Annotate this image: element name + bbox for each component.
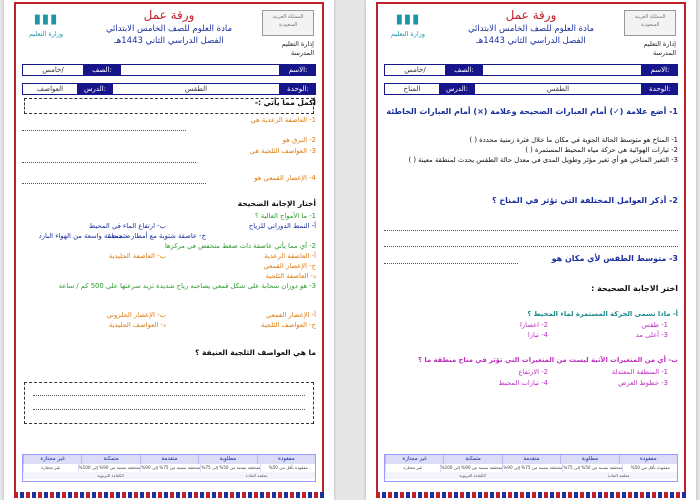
q4-option[interactable]: 4- تيارا <box>527 331 548 339</box>
q2-option[interactable]: ب- العاصفة الجليدية <box>108 252 166 260</box>
answer-line[interactable] <box>384 246 678 247</box>
q4-stem-b: ب- أي من المتغيرات الآتية ليست من المتغيرات التي تؤثر في مناخ منطقة ما ؟ <box>418 356 678 364</box>
answer-line[interactable] <box>22 162 196 163</box>
unit-info-row <box>22 83 316 95</box>
unit-field[interactable]: الطقس <box>112 83 280 95</box>
worksheet-term: الفصل الدراسي الثاني 1443هـ <box>476 36 586 46</box>
q2-stem-2: 2- أي مما يأتي عاصفة ذات ضغط منخفض في مركزها <box>164 242 316 250</box>
worksheet-title: ورقة عمل <box>143 8 195 22</box>
level-description: غير مجتازة <box>23 464 78 472</box>
q2-title: 2- أذكر العوامل المختلفة التي تؤثر في المناخ ؟ <box>491 196 678 205</box>
admin-label: إدارة التعليم <box>643 40 676 48</box>
q4-title: اختر الاجابة الصحيحة : <box>591 284 678 293</box>
level-description: متحققة بنسبة من 90% إلى 100% <box>78 465 141 470</box>
level-description: متحققة بنسبة من 75% إلى 90% <box>141 465 201 470</box>
worksheet-page-climate <box>366 0 696 500</box>
level-description: غير مجتازة <box>385 464 440 472</box>
ministry-logo-icon: ▮▮▮ <box>33 12 59 27</box>
q4-option[interactable]: 3- خطوط العرض <box>618 379 668 387</box>
answer-line[interactable] <box>384 230 678 231</box>
student-info-row <box>384 64 678 76</box>
footer-sub-label: الكفاءة التربوية <box>459 473 486 478</box>
q4-option[interactable]: 1- طقس <box>641 321 668 329</box>
level-description: متحققة بنسبة من 75% إلى 90% <box>503 465 563 470</box>
q2-option[interactable]: ب- الإعصار الحلزوني <box>106 311 166 319</box>
q2-option[interactable]: ج- العواصف الثلجية <box>261 321 316 329</box>
unit-label: الوحدة: <box>642 83 678 95</box>
answer-line <box>33 409 305 410</box>
decorative-border-strip <box>376 492 686 498</box>
worksheet-title: ورقة عمل <box>505 8 557 22</box>
q1-item-4: 4- الإعصار القمعي هو <box>254 174 316 182</box>
level-label: متقدمة <box>502 455 560 464</box>
worksheet-term: الفصل الدراسي الثاني 1443هـ <box>114 36 224 46</box>
class-field[interactable]: خامس/ <box>384 64 446 76</box>
kingdom-emblem: المملكة العربية السعودية <box>262 10 314 36</box>
answer-line <box>33 395 305 396</box>
student-info-row <box>22 64 316 76</box>
level-description: متحققة بنسبة من 90% إلى 100% <box>440 465 503 470</box>
class-label: الصف: <box>84 64 120 76</box>
q2-option[interactable]: د- منطقة واسعة من الهواء البارد <box>38 232 130 240</box>
answer-line[interactable] <box>22 183 206 184</box>
name-label: الاسم: <box>280 64 316 76</box>
decorative-border-strip <box>14 492 324 498</box>
q4-option[interactable]: 4- تيارات المحيط <box>498 379 548 387</box>
page-header <box>16 4 322 62</box>
level-description: متحققة بنسبة من 50% إلى 75% <box>201 465 261 470</box>
q4-stem-a: أ- ماذا تسمى الحركة المستمرة لماء المحيط ؟ <box>527 310 678 318</box>
unit-field[interactable]: الطقس <box>474 83 642 95</box>
footer-sub-label: معلمة المادة <box>245 473 268 478</box>
q3-title: ما هي العواصف الثلجية العنيفة ؟ <box>195 348 316 357</box>
admin-label: إدارة التعليم <box>281 40 314 48</box>
class-field[interactable]: خامس/ <box>22 64 84 76</box>
q4-option[interactable]: 2- اعصارا <box>519 321 548 329</box>
q2-option[interactable]: أ- النمط الدوراني للرياح <box>248 222 316 230</box>
answer-line[interactable] <box>384 263 518 264</box>
q2-option[interactable]: د- العواصف الجليدية <box>109 321 166 329</box>
q1-title: 1- أضع علامة (✓) أمام العبارات الصحيحة وعلامة (×) أمام العبارات الخاطئة <box>386 107 678 116</box>
footer-sub-label: الكفاءة التربوية <box>97 473 124 478</box>
level-label: مفقودة <box>619 455 677 464</box>
level-label: غير مجتازة <box>385 455 443 464</box>
level-label: مطلوبة <box>560 455 618 464</box>
level-label: غير مجتازة <box>23 455 81 464</box>
evaluation-table <box>22 454 316 482</box>
class-label: الصف: <box>446 64 482 76</box>
tf-statement-1[interactable]: 1- المناخ هو متوسط الحالة الجوية في مكان ما خلال فترة زمنية محددة ( ) <box>469 136 678 144</box>
q2-stem-1: 1- ما الأمواج العالية ؟ <box>254 212 316 220</box>
level-description: مفقودة بأقل من 50% <box>260 464 315 472</box>
q2-stem-3: 3- هو دوران سحابة على شكل قمعي يصاحبه رياح شديدة تزيد سرعتها على 500 كم / ساعة <box>58 282 316 290</box>
level-label: متمكنة <box>443 455 501 464</box>
q3-title: 3- متوسط الطقس لأي مكان هو <box>551 254 678 263</box>
q2-option[interactable]: أ- الإعصار القمعي <box>265 311 316 319</box>
tf-statement-2[interactable]: 2- تيارات الهوائية هي حركة مياه المحيط المستمرة ( ) <box>525 146 678 154</box>
lesson-label: الدرس: <box>440 83 474 95</box>
page-border <box>14 2 324 494</box>
worksheet-subject: مادة العلوم للصف الخامس الابتدائي <box>467 24 595 34</box>
tf-statement-3[interactable]: 3- التغير المناخي هو أي تغير مؤثر وطويل المدى في معدل حالة الطقس يحدث لمنطقة معينة ( ) <box>408 156 678 164</box>
q1-title: أكمل مما يأتي :- <box>254 98 316 107</box>
ministry-logo-text: وزارة التعليم <box>390 30 426 38</box>
level-description: مفقودة بأقل من 50% <box>622 464 677 472</box>
q1-item-2: 2- البرق هو <box>282 136 316 144</box>
q2-option[interactable]: د- العاصفة الثلجية <box>265 272 316 280</box>
unit-label: الوحدة: <box>280 83 316 95</box>
level-label: مطلوبة <box>198 455 256 464</box>
lesson-label: الدرس: <box>78 83 112 95</box>
footer-sub-label: معلمة المادة <box>607 473 630 478</box>
kingdom-emblem: المملكة العربية السعودية <box>624 10 676 36</box>
school-label: المدرسة <box>290 49 314 57</box>
level-label: متمكنة <box>81 455 139 464</box>
q4-option[interactable]: 2- الارتفاع <box>518 368 548 376</box>
unit-info-row <box>384 83 678 95</box>
worksheet-subject: مادة العلوم للصف الخامس الابتدائي <box>105 24 233 34</box>
q2-title: أختار الإجابة الصحيحة <box>237 199 316 208</box>
level-description: متحققة بنسبة من 50% إلى 75% <box>563 465 623 470</box>
ministry-logo-icon: ▮▮▮ <box>395 12 421 27</box>
lesson-field[interactable]: المناخ <box>384 83 440 95</box>
q1-item-3: 3- العواصف الثلجية هي <box>249 147 316 155</box>
name-field[interactable] <box>120 64 280 76</box>
page-border <box>376 2 686 494</box>
q2-option[interactable]: ج- عاصفة شتوية مع أمطار متجمدة <box>107 232 206 240</box>
ministry-logo-text: وزارة التعليم <box>28 30 64 38</box>
q2-option[interactable]: ج- الإعصار القمعي <box>263 262 316 270</box>
q4-option[interactable]: 3- أعلى مد <box>635 331 668 339</box>
q4-option[interactable]: 1- المنطقة المعتدلة <box>611 368 668 376</box>
worksheet-page-storms <box>4 0 334 500</box>
evaluation-table <box>384 454 678 482</box>
name-label: الاسم: <box>642 64 678 76</box>
q2-option[interactable]: ب- ارتفاع الماء في المحيط <box>89 222 166 230</box>
q3-answer-box[interactable] <box>24 382 314 424</box>
q1-item-1: 1- العاصفة الرعدية هي <box>250 116 316 124</box>
answer-line[interactable] <box>22 130 186 131</box>
school-label: المدرسة <box>652 49 676 57</box>
page-header <box>378 4 684 62</box>
level-label: متقدمة <box>140 455 198 464</box>
lesson-field[interactable]: العواصف <box>22 83 78 95</box>
q2-option[interactable]: أ- العاصفة الرعدية <box>264 252 316 260</box>
name-field[interactable] <box>482 64 642 76</box>
level-label: مفقودة <box>257 455 315 464</box>
